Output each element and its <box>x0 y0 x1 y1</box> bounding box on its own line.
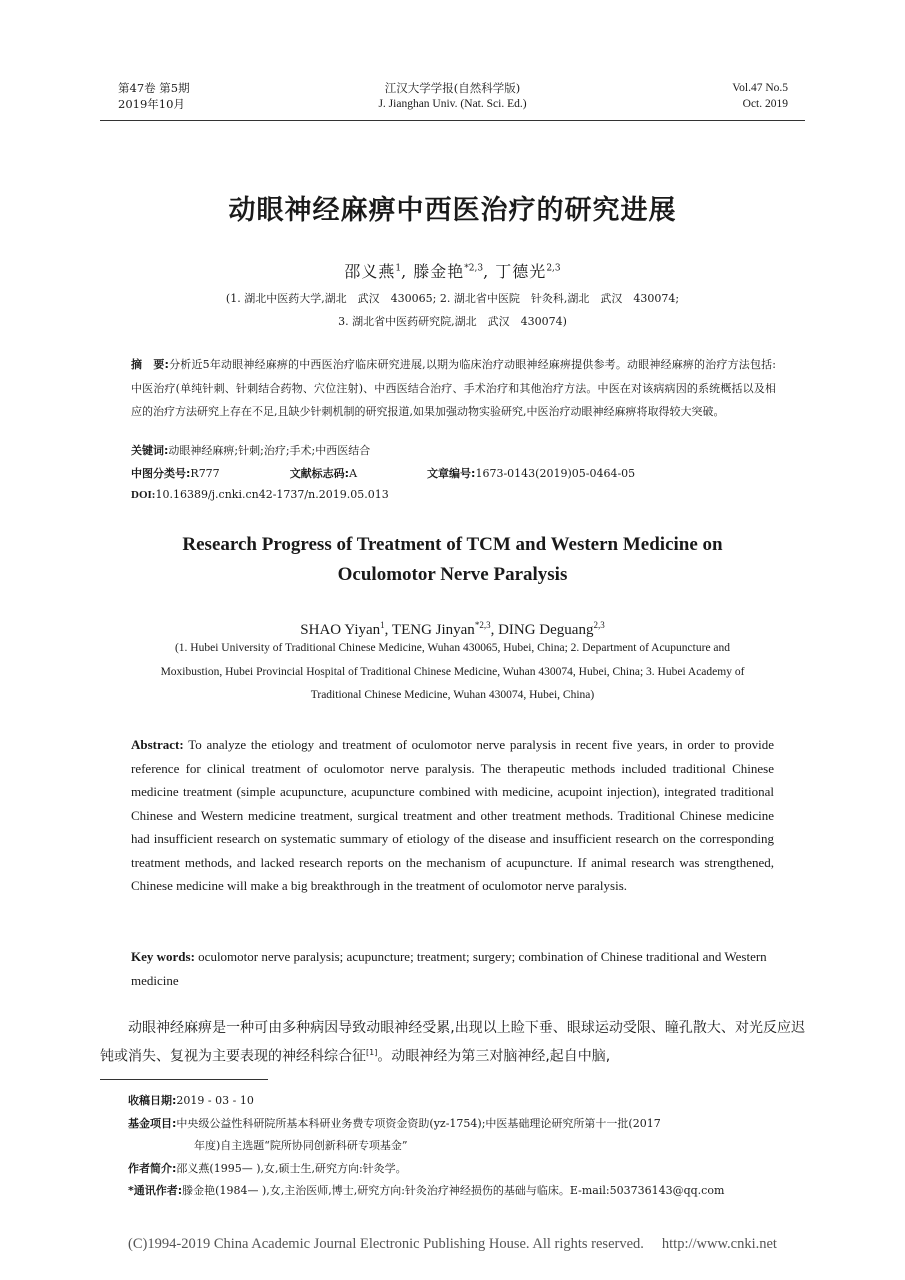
author-separator: , <box>401 262 414 281</box>
footnote-fund <box>128 1113 808 1136</box>
received-label: 收稿日期: <box>128 1094 177 1107</box>
author-name-en: TENG Jinyan <box>391 622 475 638</box>
author-affil-sup: 2,3 <box>593 620 605 630</box>
corresponding-label: *通讯作者: <box>128 1184 183 1197</box>
clc-label: 中图分类号: <box>131 467 191 480</box>
article-number-label: 文章编号: <box>427 467 476 480</box>
article-title-cn: 动眼神经麻痹中西医治疗的研究进展 <box>228 195 677 226</box>
affiliation-en-line: Moxibustion, Hubei Provincial Hospital of Traditional Chinese Medicine, Wuhan 430074, Hubei, China; 3. Hubei Academy of <box>160 666 745 678</box>
author-affil-sup: 1 <box>395 263 402 274</box>
classification-line <box>131 465 635 481</box>
keywords-en-label: Key words: <box>131 949 195 964</box>
affiliation-cn-line: (1. 湖北中医药大学,湖北 武汉 430065; 2. 湖北省中医院 针灸科,湖北 武汉 430074; <box>225 292 680 305</box>
cnki-link[interactable]: http://www.cnki.net <box>661 1236 777 1252</box>
author-info-label: 作者简介: <box>128 1161 177 1175</box>
author-name-en: DING Deguang <box>498 622 594 638</box>
title-en-line: Research Progress of Treatment of TCM and Western Medicine on <box>182 534 723 555</box>
abstract-en-label: Abstract: <box>131 737 184 752</box>
keywords-cn-text: 动眼神经麻痹;针刺;治疗;手术;中西医结合 <box>168 444 371 457</box>
author-name: 丁德光 <box>495 262 547 281</box>
abstract-cn-text: 分析近5年动眼神经麻痹的中西医治疗临床研究进展,以期为临床治疗动眼神经麻痹提供参考。动眼神经麻痹的治疗方法包括:中医治疗(单纯针刺、针刺结合药物、穴位注射)、中西医结合治疗、手术治疗和其他治疗方法。中医在对该病病因的系统概括以及相应的治疗方法研究上存在不足,且缺少针刺机制的研究报道,如果加强动物实验研究,中医治疗动眼神经麻痹将取得较大突破。 <box>131 358 776 418</box>
author-affil-sup: *2,3 <box>474 620 491 630</box>
keywords-en <box>131 945 774 992</box>
journal-volume-info-en <box>732 80 788 112</box>
body-text-segment: 动眼神经麻痹是一种可由多种病因导致动眼神经受累,出现以上睑下垂、眼球运动受限、瞳孔散大、对光反应迟钝或消失、复视为主要表现的神经科综合征 <box>100 1020 805 1065</box>
author-separator: , <box>384 622 392 638</box>
affiliation-en-line: (1. Hubei University of Traditional Chinese Medicine, Wuhan 430065, Hubei, China; 2. Department of Acupuncture and <box>174 642 731 654</box>
article-title-en <box>0 530 905 590</box>
affiliation-cn-line: 3. 湖北省中医药研究院,湖北 武汉 430074) <box>338 315 567 328</box>
footnotes <box>128 1090 808 1203</box>
title-en-line: Oculomotor Nerve Paralysis <box>337 564 568 585</box>
author-separator: , <box>490 622 499 638</box>
author-affil-sup: 2,3 <box>546 263 561 274</box>
citation-ref[interactable]: [1] <box>366 1047 378 1057</box>
clc-value: R777 <box>190 467 220 480</box>
keywords-cn-label: 关键词: <box>131 444 169 457</box>
header-divider <box>100 120 805 121</box>
author-name: 邵义燕 <box>344 262 396 281</box>
doi-link[interactable]: 10.16389/j.cnki.cn42-1737/n.2019.05.013 <box>155 488 389 501</box>
volume-issue: 第47卷 第5期 <box>118 81 190 95</box>
journal-name-en: J. Jianghan Univ. (Nat. Sci. Ed.) <box>378 98 527 110</box>
doi-label: DOI: <box>131 489 156 501</box>
author-affil-sup: *2,3 <box>464 263 484 274</box>
doc-code-label: 文献标志码: <box>289 467 350 480</box>
copyright-notice <box>0 1236 905 1253</box>
doi-line <box>131 488 389 501</box>
body-paragraph <box>100 1016 805 1069</box>
abstract-cn-label: 摘 要: <box>131 358 169 371</box>
volume-issue-en: Vol.47 No.5 <box>732 82 788 94</box>
author-name: 滕金艳 <box>413 262 465 281</box>
issue-date-en: Oct. 2019 <box>742 98 788 110</box>
author-name-en: SHAO Yiyan <box>300 622 381 638</box>
affiliation-en-line: Traditional Chinese Medicine, Wuhan 430074, Hubei, China) <box>310 689 595 701</box>
footnote-author <box>128 1158 808 1181</box>
footnote-divider <box>100 1079 268 1080</box>
authors-cn <box>0 259 905 282</box>
copyright-text: (C)1994-2019 China Academic Journal Electronic Publishing House. All rights reserved. <box>128 1236 644 1252</box>
journal-name-cn: 江汉大学学报(自然科学版) <box>384 81 521 95</box>
corresponding-value: 滕金艳(1984— ),女,主治医师,博士,研究方向:针灸治疗神经损伤的基础与临床。E-mail:503736143@qq.com <box>182 1184 725 1197</box>
abstract-en-text: To analyze the etiology and treatment of oculomotor nerve paralysis in recent five years, in order to provide reference for clinical treatment of oculomotor nerve paralysis. The therapeutic methods included traditional Chinese medicine treatment (simple acupuncture, acupuncture combined with medicine, acupoint injection), integrated traditional Chinese and Western medicine treatment, surgical treatment and other treatment methods. Traditional Chinese medicine had insufficient research on systematic summary of etiology of the disease and insufficient research on the corresponding treatment methods, and lacked research reports on the mechanism of acupuncture. If animal research was strengthened, Chinese medicine will make a big breakthrough in the treatment of oculomotor nerve paralysis. <box>131 737 775 893</box>
author-affil-sup: 1 <box>380 620 385 630</box>
author-separator: , <box>483 262 496 281</box>
issue-date: 2019年10月 <box>118 97 185 111</box>
body-text-segment: 。动眼神经为第三对脑神经,起自中脑, <box>377 1048 611 1065</box>
doc-code-value: A <box>349 467 358 480</box>
abstract-cn <box>131 353 776 424</box>
article-number-value: 1673-0143(2019)05-0464-05 <box>475 467 636 480</box>
footnote-received <box>128 1090 808 1113</box>
keywords-cn <box>131 442 370 458</box>
footnote-corresponding <box>128 1180 808 1203</box>
keywords-en-text: oculomotor nerve paralysis; acupuncture; treatment; surgery; combination of Chinese traditional and Western medicine <box>131 949 767 988</box>
abstract-en <box>131 733 774 898</box>
authors-en <box>0 620 905 639</box>
fund-value-continued: 年度)自主选题“院所协同创新科研专项基金” <box>194 1139 408 1152</box>
received-value: 2019 - 03 - 10 <box>176 1094 254 1107</box>
fund-value: 中央级公益性科研院所基本科研业务费专项资金资助(yz-1754);中医基础理论研究所第十一批(2017 <box>176 1116 661 1130</box>
fund-label: 基金项目: <box>128 1116 177 1130</box>
author-info-value: 邵义燕(1995— ),女,硕士生,研究方向:针灸学。 <box>176 1161 407 1175</box>
